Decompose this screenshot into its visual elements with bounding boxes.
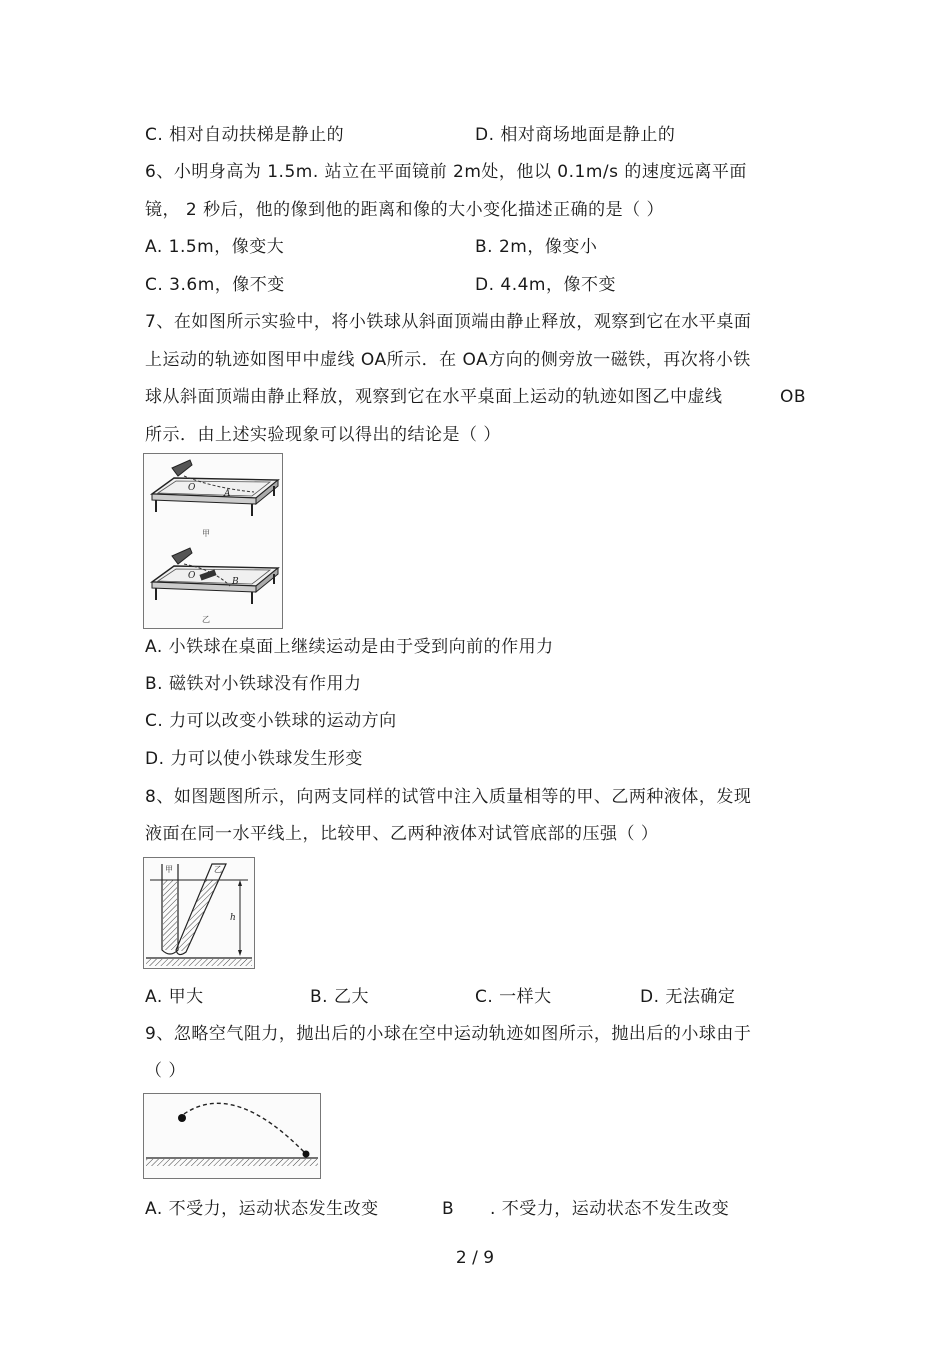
q6-stem-line2: 镜， 2 秒后，他的像到他的距离和像的大小变化描述正确的是（ ）	[145, 200, 665, 220]
q7-figure-drawing	[144, 454, 282, 628]
q7-option-b: B. 磁铁对小铁球没有作用力	[145, 674, 362, 694]
label-jia: 甲	[165, 865, 173, 874]
q7-option-a: A. 小铁球在桌面上继续运动是由于受到向前的作用力	[145, 637, 554, 657]
q6-option-c: C. 3.6m，像不变	[145, 275, 285, 295]
caption-jia: 甲	[202, 529, 210, 538]
label-o-jia: O	[188, 483, 196, 493]
label-o-yi: O	[188, 571, 196, 581]
q7-option-c: C. 力可以改变小铁球的运动方向	[145, 711, 397, 731]
page-number: 2 / 9	[455, 1248, 495, 1268]
label-yi: 乙	[214, 865, 222, 874]
label-b: B	[232, 577, 239, 587]
q8-stem-line1: 8、如图题图所示，向两支同样的试管中注入质量相等的甲、乙两种液体，发现	[145, 787, 752, 807]
q7-stem-line2: 上运动的轨迹如图甲中虚线 OA所示．在 OA方向的侧旁放一磁铁，再次将小铁	[145, 350, 751, 370]
label-h: h	[230, 913, 236, 923]
q7-stem-line1: 7、在如图所示实验中，将小铁球从斜面顶端由静止释放，观察到它在水平桌面	[145, 312, 752, 332]
q5-option-d: D. 相对商场地面是静止的	[475, 125, 676, 145]
q8-option-d: D. 无法确定	[640, 987, 736, 1007]
q6-option-d: D. 4.4m，像不变	[475, 275, 616, 295]
q6-option-a: A. 1.5m，像变大	[145, 237, 285, 257]
ball-start-icon	[178, 1114, 186, 1122]
ball-end-icon	[303, 1151, 310, 1158]
q7-option-d: D. 力可以使小铁球发生形变	[145, 749, 363, 769]
q7-stem-line3-ob: OB	[780, 387, 807, 407]
q9-option-a: A. 不受力，运动状态发生改变	[145, 1199, 379, 1219]
q7-stem-line3: 球从斜面顶端由静止释放，观察到它在水平桌面上运动的轨迹如图乙中虚线	[145, 387, 723, 407]
q8-figure	[143, 857, 255, 969]
q5-option-c: C. 相对自动扶梯是静止的	[145, 125, 345, 145]
q7-stem-line4: 所示．由上述实验现象可以得出的结论是（ ）	[145, 425, 501, 445]
q8-stem-line2: 液面在同一水平线上，比较甲、乙两种液体对试管底部的压强（ ）	[145, 824, 659, 844]
q8-option-b: B. 乙大	[310, 987, 369, 1007]
q9-figure	[143, 1093, 321, 1179]
q9-stem-line2: （ ）	[145, 1061, 186, 1081]
q7-figure	[143, 453, 283, 629]
q8-option-a: A. 甲大	[145, 987, 204, 1007]
q9-option-b-text: . 不受力，运动状态不发生改变	[490, 1199, 730, 1219]
table-jia	[152, 460, 278, 538]
caption-yi: 乙	[202, 615, 210, 624]
trajectory-drawing	[144, 1094, 320, 1178]
test-tubes-drawing	[144, 858, 254, 968]
q6-option-b: B. 2m，像变小	[475, 237, 598, 257]
q9-option-b-letter: B	[442, 1199, 455, 1219]
table-yi	[152, 548, 278, 624]
q9-stem-line1: 9、忽略空气阻力，抛出后的小球在空中运动轨迹如图所示，抛出后的小球由于	[145, 1024, 752, 1044]
q6-stem-line1: 6、小明身高为 1.5m. 站立在平面镜前 2m处，他以 0.1m/s 的速度远离平面	[145, 162, 747, 182]
label-a: A	[224, 489, 231, 499]
q8-option-c: C. 一样大	[475, 987, 552, 1007]
